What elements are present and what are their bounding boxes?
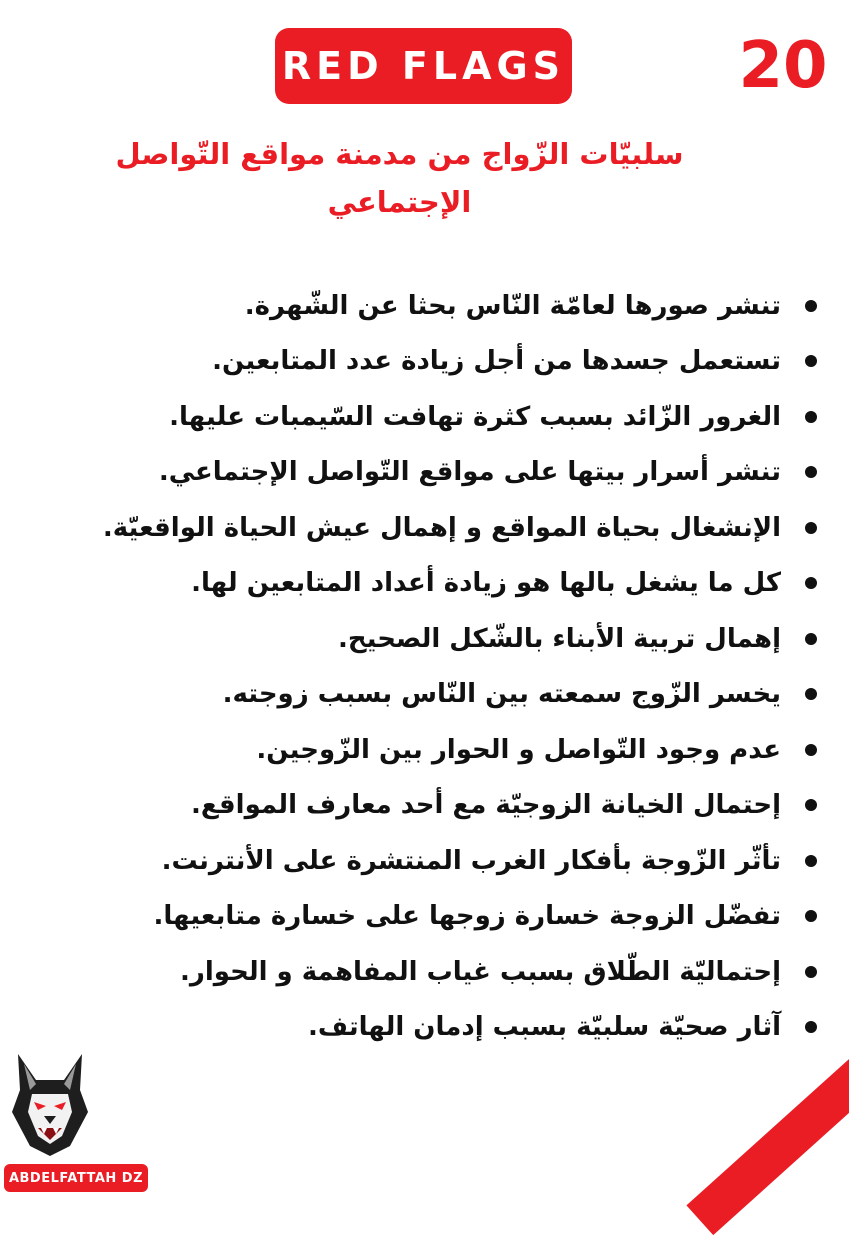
bullet-icon <box>805 799 817 811</box>
bullet-icon <box>805 355 817 367</box>
bullet-icon <box>805 522 817 534</box>
list-item-text: يخسر الزّوج سمعته بين النّاس بسبب زوجته. <box>222 679 781 710</box>
bullet-icon <box>805 633 817 645</box>
list-item <box>61 778 821 834</box>
list-item <box>61 611 821 667</box>
list-item-text: تستعمل جسدها من أجل زيادة عدد المتابعين. <box>212 346 781 377</box>
bullet-icon <box>805 577 817 589</box>
list-item-text: تنشر صورها لعامّة النّاس بحثا عن الشّهرة. <box>244 290 781 321</box>
list-item-text: إحتماليّة الطّلاق بسبب غياب المفاهمة و الحوار. <box>180 956 781 987</box>
list-item <box>61 667 821 723</box>
bullet-icon <box>805 688 817 700</box>
corner-decoration-top-left <box>0 0 116 5</box>
list-count: 20 <box>738 29 828 103</box>
list-item <box>61 833 821 889</box>
list-item <box>61 722 821 778</box>
list-item <box>61 389 821 445</box>
list-item-text: آثار صحيّة سلبيّة بسبب إدمان الهاتف. <box>308 1012 781 1043</box>
list-item <box>61 556 821 612</box>
list-item-text: تنشر أسرار بيتها على مواقع التّواصل الإجتماعي. <box>158 457 781 488</box>
subtitle: سلبيّات الزّواج من مدمنة مواقع التّواصل الإجتماعي <box>115 137 684 219</box>
bullet-icon <box>805 855 817 867</box>
list-item-text: الإنشغال بحياة المواقع و إهمال عيش الحياة الواقعيّة. <box>102 512 781 543</box>
bullet-icon <box>805 966 817 978</box>
list-item-text: تأثّر الزّوجة بأفكار الغرب المنتشرة على الأنترنت. <box>161 845 781 876</box>
list-item <box>61 944 821 1000</box>
list-item <box>61 278 821 334</box>
author-badge <box>4 1164 148 1192</box>
list-item-text: كل ما يشغل بالها هو زيادة أعداد المتابعين لها. <box>191 568 781 599</box>
title-badge <box>275 28 572 104</box>
list-item <box>61 1000 821 1056</box>
bullet-icon <box>805 744 817 756</box>
list-item-text: تفضّل الزوجة خسارة زوجها على خسارة متابعيها. <box>153 901 781 932</box>
list-item-text: الغرور الزّائد بسبب كثرة تهافت السّيمبات عليها. <box>169 401 781 432</box>
list-item <box>61 500 821 556</box>
bullet-icon <box>805 411 817 423</box>
wolf-head-icon <box>10 1050 90 1158</box>
title-text: RED FLAGS <box>281 44 566 88</box>
corner-decoration-bottom-right <box>686 1045 849 1235</box>
author-name: ABDELFATTAH DZ <box>8 1170 144 1186</box>
list-item-text: إحتمال الخيانة الزوجيّة مع أحد معارف المواقع. <box>191 790 781 821</box>
bullet-icon <box>805 300 817 312</box>
list-item <box>61 334 821 390</box>
list-item-text: إهمال تربية الأبناء بالشّكل الصحيح. <box>337 623 781 654</box>
list-item <box>61 889 821 945</box>
bullet-icon <box>805 1021 817 1033</box>
list-item-text: عدم وجود التّواصل و الحوار بين الزّوجين. <box>256 734 781 765</box>
list-item <box>61 445 821 501</box>
red-flags-list <box>61 278 821 1055</box>
bullet-icon <box>805 466 817 478</box>
bullet-icon <box>805 910 817 922</box>
